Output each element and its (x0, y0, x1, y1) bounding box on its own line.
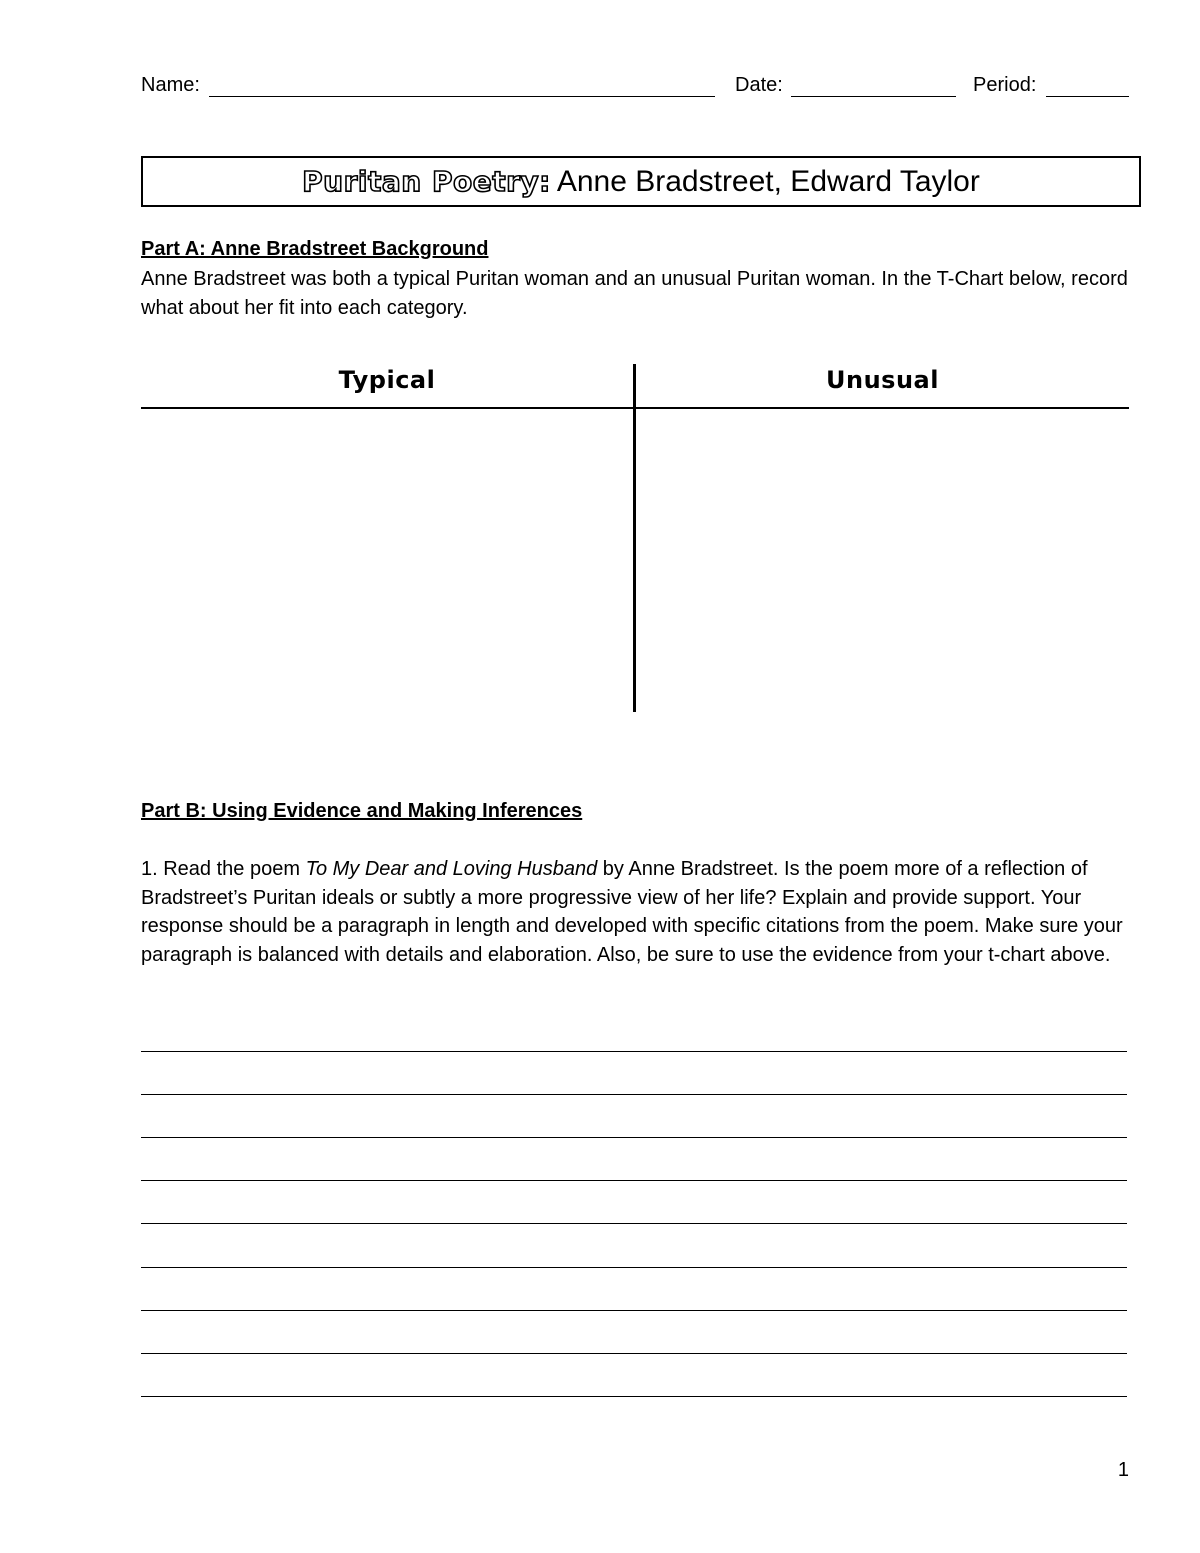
date-field[interactable] (791, 96, 956, 97)
t-chart-typical-area[interactable] (141, 410, 631, 710)
name-label: Name: (141, 74, 200, 96)
t-chart-typical-header: Typical (338, 366, 436, 394)
t-chart-unusual-header: Unusual (826, 366, 939, 394)
answer-line[interactable] (141, 1310, 1127, 1311)
answer-line[interactable] (141, 1223, 1127, 1224)
title-box (141, 156, 1141, 207)
poem-title: To My Dear and Loving Husband (305, 858, 598, 880)
answer-line[interactable] (141, 1180, 1127, 1181)
answer-line[interactable] (141, 1267, 1127, 1268)
answer-line[interactable] (141, 1051, 1127, 1052)
question-1 (141, 855, 1131, 969)
period-field[interactable] (1046, 96, 1129, 97)
answer-line[interactable] (141, 1137, 1127, 1138)
part-b-heading: Part B: Using Evidence and Making Inferences (141, 800, 583, 822)
question-1-rest: by Anne Bradstreet. Is the poem more of a reflection of Bradstreet’s Puritan ideals or subtly a more progressive view of her life? Explain and provide support. Your response should be a paragraph in length and developed with specific citations from the poem. Make sure your paragraph is balanced with details and elaboration. Also, be sure to use the evidence from your t-chart above. (141, 858, 1123, 966)
t-chart-unusual-area[interactable] (637, 410, 1129, 710)
title-rest: Anne Bradstreet, Edward Taylor (556, 164, 980, 198)
answer-line[interactable] (141, 1094, 1127, 1095)
page-number: 1 (1117, 1459, 1129, 1481)
answer-line[interactable] (141, 1396, 1127, 1397)
name-field[interactable] (209, 96, 715, 97)
part-a-heading: Part A: Anne Bradstreet Background (141, 238, 489, 260)
period-label: Period: (973, 74, 1037, 96)
question-1-prefix: 1. Read the poem (141, 858, 306, 880)
answer-line[interactable] (141, 1353, 1127, 1354)
date-label: Date: (735, 74, 783, 96)
part-a-instructions: Anne Bradstreet was both a typical Puritan woman and an unusual Puritan woman. In the T-Chart below, record what about her fit into each category. (141, 268, 1128, 319)
t-chart-vertical-rule (633, 364, 636, 712)
title-emphasis: Puritan Poetry: (302, 165, 551, 198)
